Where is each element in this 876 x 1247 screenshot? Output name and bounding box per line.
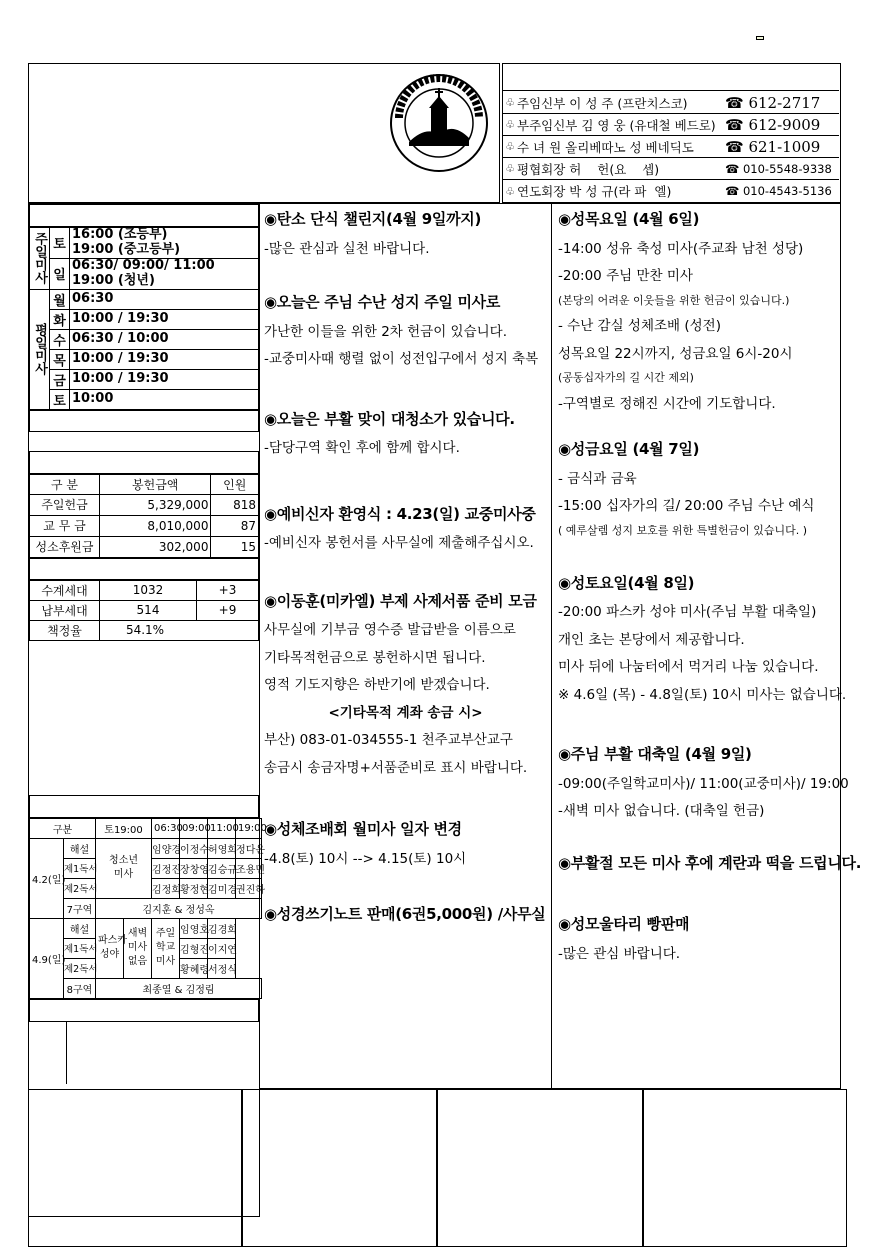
office-contact xyxy=(503,64,839,91)
notice-line: -4.8(토) 10시 --> 4.15(토) 10시 xyxy=(264,850,467,867)
cross-icon: ♧ xyxy=(505,140,515,153)
notice-item xyxy=(558,440,834,537)
notice-heading: ◉부활절 모든 미사 후에 계란과 떡을 드립니다. xyxy=(558,853,862,872)
offering-table xyxy=(29,474,259,558)
mass-times: 10:00 xyxy=(70,389,259,409)
offering-header-cell: 봉헌금액 xyxy=(100,474,211,494)
mass-times: 10:00 / 19:30 xyxy=(70,349,259,369)
liturgy-grid xyxy=(29,818,267,999)
liturgy-name: 이정수 xyxy=(180,838,208,858)
contact-phone: ☎ 621-1009 xyxy=(725,137,821,156)
offering-cell: 15 xyxy=(211,536,259,557)
liturgy-date: 4.2(일) xyxy=(30,838,64,918)
cross-icon: ♧ xyxy=(505,118,515,131)
contact-row xyxy=(503,158,839,180)
contact-role: 부주임신부 김 영 웅 (유대철 베드로) xyxy=(517,117,716,133)
contact-row xyxy=(503,180,839,202)
notice-heading: ◉탄소 단식 챌린지(4월 9일까지) xyxy=(264,210,482,228)
contact-row xyxy=(503,92,839,114)
notice-item xyxy=(264,505,547,552)
church-logo-icon xyxy=(385,72,493,174)
offering-title xyxy=(29,452,259,474)
notice-item xyxy=(264,592,547,777)
contact-row xyxy=(503,114,839,136)
notice-item xyxy=(264,905,547,925)
contact-phone: ☎ 612-2717 xyxy=(725,93,821,112)
notice-line: - 금식과 금육 xyxy=(558,470,637,487)
contact-list xyxy=(503,92,839,202)
mass-row xyxy=(30,329,259,349)
notice-item xyxy=(264,410,547,457)
notice-line: -14:00 성유 축성 미사(주교좌 남천 성당) xyxy=(558,240,804,257)
cross-icon: ♧ xyxy=(505,96,515,109)
notice-heading: ◉성체조배회 월미사 일자 변경 xyxy=(264,820,462,839)
notice-line: -담당구역 확인 후에 함께 합시다. xyxy=(264,440,460,457)
offering-cell: 87 xyxy=(211,515,259,536)
ad4-footer xyxy=(644,1100,846,1110)
notice-heading: ◉성모울타리 빵판매 xyxy=(558,915,690,934)
contact-row xyxy=(503,136,839,158)
notice-heading: ◉이동훈(미카엘) 부제 사제서품 준비 모금 xyxy=(264,591,537,610)
liturgy-row xyxy=(30,838,262,858)
notice-item xyxy=(558,210,834,412)
sidebar xyxy=(28,203,267,1217)
liturgy-header-cell: 구분 xyxy=(30,818,96,838)
notice-heading: ◉오늘은 부활 맞이 대청소가 있습니다. xyxy=(264,409,515,428)
no-dawn-mass: 새벽 미사 없음 xyxy=(124,918,152,978)
art-title xyxy=(29,999,259,1022)
contacts-box xyxy=(502,63,841,203)
liturgy-district: 7구역 xyxy=(64,898,96,918)
mass-row xyxy=(30,349,259,369)
dues-cell: +3 xyxy=(197,580,259,600)
mass-group-label: 평일미사 xyxy=(30,289,50,409)
liturgy-name: 황혜령 xyxy=(180,958,208,978)
dues-cell: 수계세대 xyxy=(30,580,100,600)
offering-row xyxy=(30,494,259,515)
notice-heading: ◉성목요일 (4월 6일) xyxy=(558,210,700,228)
notice-line: -09:00(주일학교미사)/ 11:00(교중미사)/ 19:00 xyxy=(558,775,849,792)
notice-line: -많은 관심 바랍니다. xyxy=(558,945,681,962)
liturgy-role: 해설 xyxy=(64,838,96,858)
mass-grid xyxy=(29,227,259,410)
liturgy-header xyxy=(30,818,262,838)
mass-times: 06:30/ 09:00/ 11:00 19:00 (청년) xyxy=(70,258,259,289)
notice-line: 미사 뒤에 나눔터에서 먹거리 나눔 있습니다. xyxy=(558,659,819,676)
liturgy-name: 김경희 xyxy=(208,918,236,938)
liturgy-name: 정다은 xyxy=(236,838,262,858)
liturgy-table xyxy=(29,818,267,999)
catechumen-class xyxy=(29,432,259,452)
notice-line: -예비신자 봉헌서를 사무실에 제출해주십시오. xyxy=(264,535,534,552)
notice-item xyxy=(264,293,547,368)
offering-cell: 5,329,000 xyxy=(100,494,211,515)
notice-heading: ◉주님 부활 대축일 (4월 9일) xyxy=(558,745,752,764)
mass-row xyxy=(30,389,259,409)
liturgy-row xyxy=(30,978,262,998)
notice-line: - 수난 감실 성체조배 (성전) xyxy=(558,318,721,335)
liturgy-date: 4.9(일) xyxy=(30,918,64,998)
notice-line: -20:00 파스카 성야 미사(주님 부활 대축일) xyxy=(558,604,817,621)
offering-cell: 교 무 금 xyxy=(30,515,100,536)
mass-row xyxy=(30,369,259,389)
liturgy-name: 권진하 xyxy=(236,878,262,898)
notice-line: -20:00 주님 만찬 미사 xyxy=(558,268,693,285)
easter-vigil: 파스카 성야 xyxy=(96,918,124,978)
offering-cell: 302,000 xyxy=(100,536,211,557)
dues-title xyxy=(29,558,259,580)
mass-times: 06:30 xyxy=(70,289,259,309)
mass-day: 금 xyxy=(50,369,70,389)
dues-cell: 납부세대 xyxy=(30,600,100,620)
contact-role: 주임신부 이 성 주 (프란치스코) xyxy=(517,95,688,111)
notice-column-1 xyxy=(260,203,552,1089)
art-text xyxy=(67,1022,75,1084)
mass-row xyxy=(30,228,259,259)
notice-heading: ◉성토요일(4월 8일) xyxy=(558,573,695,592)
offering-bearers: 김지훈 & 정성옥 xyxy=(96,898,262,918)
offering-header-cell: 구 분 xyxy=(30,474,100,494)
notice-line: ※ 4.6일 (목) - 4.8일(토) 10시 미사는 없습니다. xyxy=(558,686,847,703)
notice-line: -구역별로 정해진 시간에 기도합니다. xyxy=(558,395,776,412)
issue-number xyxy=(756,36,764,40)
mass-row xyxy=(30,309,259,329)
liturgy-name: 김미경 xyxy=(208,878,236,898)
mass-title xyxy=(29,204,259,227)
mass-day: 토 xyxy=(50,228,70,259)
offering-row xyxy=(30,515,259,536)
dues-cell: 1032 xyxy=(100,580,197,600)
liturgy-header-cell: 09:00 xyxy=(180,818,208,838)
youth-mass: 청소년 미사 xyxy=(96,838,152,898)
liturgy-district: 8구역 xyxy=(64,978,96,998)
liturgy-row xyxy=(30,918,262,938)
art-row xyxy=(29,1022,259,1084)
dues-rate-label: 책정율 xyxy=(30,620,100,640)
liturgy-header-cell: 토19:00 xyxy=(96,818,152,838)
notices-list-2 xyxy=(552,204,862,978)
liturgy-name: 임영호 xyxy=(180,918,208,938)
notices-list-1 xyxy=(260,204,551,941)
notice-line: ( 예루살렘 성지 보호를 위한 특별헌금이 있습니다. ) xyxy=(558,523,808,537)
notice-item xyxy=(558,573,847,704)
dues-row xyxy=(30,600,259,620)
notice-item xyxy=(264,820,547,867)
contact-role: 연도회장 박 성 규(라 파 엘) xyxy=(517,184,672,199)
contact-phone: ☎ 612-9009 xyxy=(725,115,821,134)
offering-cell: 8,010,000 xyxy=(100,515,211,536)
mass-row xyxy=(30,289,259,309)
liturgy-name: 서정식 xyxy=(208,958,236,978)
notice-line: 기타목적헌금으로 봉헌하시면 됩니다. xyxy=(264,649,486,666)
notice-line: <기타목적 계좌 송금 시> xyxy=(328,704,483,721)
notice-item xyxy=(264,210,547,257)
mass-day: 수 xyxy=(50,329,70,349)
liturgy-header-cell: 19:00 xyxy=(236,818,262,838)
mass-day: 월 xyxy=(50,289,70,309)
notice-line: 영적 기도지향은 하반기에 받겠습니다. xyxy=(264,677,490,694)
dues-row xyxy=(30,580,259,600)
mass-day: 토 xyxy=(50,389,70,409)
notice-line: (공동십자가의 길 시간 제외) xyxy=(558,371,694,385)
notice-line: 성목요일 22시까지, 성금요일 6시-20시 xyxy=(558,345,793,362)
liturgy-header-cell: 06:30 xyxy=(152,818,180,838)
mass-row xyxy=(30,258,259,289)
liturgy-role: 제2독서 xyxy=(64,878,96,898)
liturgy-name: 장창영 xyxy=(180,858,208,878)
notice-line: -많은 관심과 실천 바랍니다. xyxy=(264,240,430,257)
mass-times: 10:00 / 19:30 xyxy=(70,369,259,389)
notice-item xyxy=(558,853,862,874)
liturgy-name: 조용민 xyxy=(236,858,262,878)
liturgy-role: 해설 xyxy=(64,918,96,938)
offering-row xyxy=(30,536,259,557)
account-info xyxy=(29,641,259,795)
liturgy-role: 제2독서 xyxy=(64,958,96,978)
catechumen-title xyxy=(29,410,259,432)
cross-icon: ♧ xyxy=(505,162,515,175)
mass-day: 일 xyxy=(50,258,70,289)
ad-onnuri-pharmacy xyxy=(242,1089,437,1247)
dues-cell: 514 xyxy=(100,600,197,620)
offering-cell: 성소후원금 xyxy=(30,536,100,557)
notice-line: -새벽 미사 없습니다. (대축일 헌금) xyxy=(558,803,765,820)
dues-cell: +9 xyxy=(197,600,259,620)
liturgy-title xyxy=(29,795,259,818)
notice-heading: ◉예비신자 환영식 : 4.23(일) 교중미사중 xyxy=(264,504,536,523)
notice-line: -15:00 십자가의 길/ 20:00 주님 수난 예식 xyxy=(558,498,815,515)
contact-phone: ☎ 010-5548-9338 xyxy=(725,161,832,176)
liturgy-role: 제1독서 xyxy=(64,858,96,878)
liturgy-role: 제1독서 xyxy=(64,938,96,958)
art-date xyxy=(29,1022,67,1084)
ad-doctor-ahn-dental xyxy=(437,1089,643,1247)
liturgy-name: 김승규 xyxy=(208,858,236,878)
mass-day: 화 xyxy=(50,309,70,329)
dues-table xyxy=(29,580,259,641)
offering-cell: 818 xyxy=(211,494,259,515)
liturgy-name: 이지연 xyxy=(208,938,236,958)
liturgy-name: 허영희 xyxy=(208,838,236,858)
offering-cell: 주일헌금 xyxy=(30,494,100,515)
liturgy-name: 김형진 xyxy=(180,938,208,958)
offering-header xyxy=(30,474,259,494)
liturgy-header-cell: 11:00 xyxy=(208,818,236,838)
notice-line: (본당의 어려운 이웃들을 위한 헌금이 있습니다.) xyxy=(558,293,790,307)
notice-heading: ◉성경쓰기노트 판매(6권5,000원) /사무실 xyxy=(264,905,546,924)
notice-line: -교중미사때 행렬 없이 성전입구에서 성지 축복 xyxy=(264,351,539,368)
offering-header-cell: 인원 xyxy=(211,474,259,494)
contact-role: 수 녀 원 올리베따노 성 베네딕도 xyxy=(517,139,694,155)
mass-day: 목 xyxy=(50,349,70,369)
notice-item xyxy=(558,745,849,820)
kids-mass: 주일 학교 미사 xyxy=(152,918,180,978)
notice-heading: ◉오늘은 주님 수난 성지 주일 미사로 xyxy=(264,293,501,312)
mass-times: 06:30 / 10:00 xyxy=(70,329,259,349)
mass-times: 10:00 / 19:30 xyxy=(70,309,259,329)
notice-heading: ◉성금요일 (4월 7일) xyxy=(558,440,700,459)
contact-phone: ☎ 010-4543-5136 xyxy=(725,184,832,198)
notice-line: 가난한 이들을 위한 2차 헌금이 있습니다. xyxy=(264,323,507,340)
offering-bearers: 최종열 & 김정림 xyxy=(96,978,262,998)
liturgy-name: 김정진 xyxy=(152,858,180,878)
notice-line: 사무실에 기부금 영수증 발급받을 이름으로 xyxy=(264,622,516,639)
notice-item xyxy=(558,915,834,962)
notice-line: 송금시 송금자명+서품준비로 표시 바랍니다. xyxy=(264,759,528,776)
mass-times: 16:00 (조등부) 19:00 (중고등부) xyxy=(70,228,259,259)
mass-schedule xyxy=(29,227,259,410)
mass-group-label: 주일미사 xyxy=(30,228,50,290)
dues-rate: 54.1% xyxy=(100,620,259,640)
ad-beautyan-clinic xyxy=(28,1089,242,1247)
liturgy-name: 김정희 xyxy=(152,878,180,898)
notice-line: 부산) 083-01-034555-1 천주교부산교구 xyxy=(264,732,513,749)
liturgy-name: 황정현 xyxy=(180,878,208,898)
title-block xyxy=(28,63,500,203)
liturgy-row xyxy=(30,898,262,918)
contact-role: 평협회장 허 헌(요 셉) xyxy=(517,161,660,177)
liturgy-name: 임양경 xyxy=(152,838,180,858)
ad-neurology-clinic xyxy=(643,1089,847,1247)
notice-column-2 xyxy=(552,203,862,1089)
notice-line: 개인 초는 본당에서 제공합니다. xyxy=(558,631,745,648)
cross-icon: ♧ xyxy=(505,184,515,198)
dues-rate-row xyxy=(30,620,259,640)
